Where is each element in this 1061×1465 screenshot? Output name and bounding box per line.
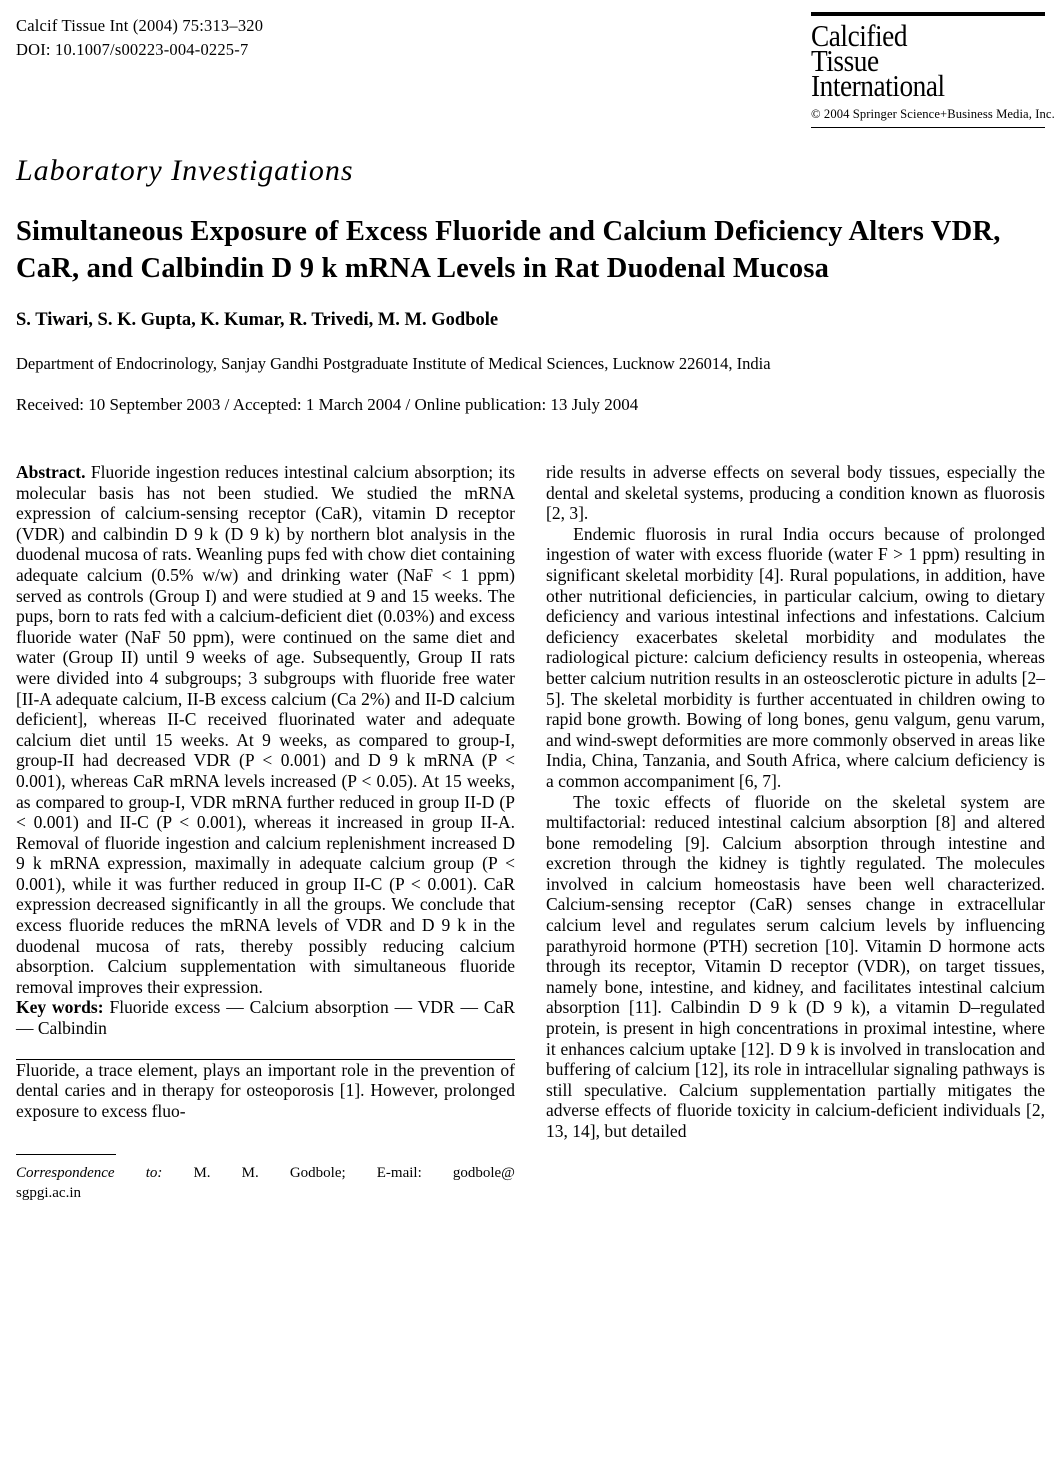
- correspondence-footnote: [16, 1154, 515, 1203]
- left-column: [16, 462, 515, 1203]
- keywords-label: Key words:: [16, 997, 104, 1018]
- footnote-rule: [16, 1154, 116, 1155]
- right-column: [546, 462, 1045, 1203]
- body-paragraph: Endemic fluorosis in rural India occurs because of prolonged ingestion of water with excess fluoride (water F > 1 ppm) resulting in significant skeletal morbidity [4]. Rural populations, in addition, have other nutritional deficiencies, in particular calcium, owing to dietary deficiency and various intestinal infections and infestations. Calcium deficiency exacerbates skeletal morbidity and modulates the radiological picture: calcium deficiency results in osteopenia, whereas better calcium nutrition results in an osteosclerotic picture in adults [2–5]. The skeletal morbidity is further accentuated in children owing to rapid bone growth. Bowing of long bones, genu valgum, genu varum, and wind-swept deformities are more commonly observed in areas like India, China, Tanzania, and South Africa, where calcium deficiency is a common accompaniment [6, 7].: [546, 523, 1045, 791]
- body-paragraph: ride results in adverse effects on several body tissues, especially the dental and skeletal systems, producing a condition known as fluorosis [2, 3].: [546, 462, 1045, 524]
- keywords-text: Fluoride excess — Calcium absorption — VDR — CaR — Calbindin: [16, 997, 516, 1039]
- journal-citation: Calcif Tissue Int (2004) 75:313–320: [16, 16, 264, 35]
- body-paragraph: The toxic effects of fluoride on the skeletal system are multifactorial: reduced intestinal calcium absorption [8] and altered bone remodeling [9]. Calcium absorption through intestine and excretion through the kidney is tightly regulated. The molecules involved in calcium homeostasis have been well characterized. Calcium-sensing receptor (CaR) senses change in extracellular calcium level and regulates serum calcium levels by influencing parathyroid hormone (PTH) secretion [10]. Vitamin D hormone acts through its receptor, Vitamin D receptor (VDR), on target tissues, namely bone, intestine, and kidney, and facilitates intestinal calcium absorption [11]. Calbindin D 9 k (D 9 k), a vitamin D–regulated protein, is present in high concentrations in proximal intestine, where it enhances calcium uptake [12]. D 9 k is involved in translocation and buffering of calcium [12], its role in intracellular signaling pathways is still speculative. Calcium supplementation partially mitigates the adverse effects of fluoride toxicity in calcium-deficient individuals [2, 13, 14], but detailed: [546, 791, 1045, 1141]
- footnote-line1: [16, 1164, 515, 1184]
- logo-word-tissue: Tissue: [811, 43, 879, 78]
- abstract-paragraph: [16, 462, 515, 997]
- affiliation-line: Department of Endocrinology, Sanjay Gandhi Postgraduate Institute of Medical Sciences, Lucknow 226014, India: [16, 354, 771, 373]
- authors-line: S. Tiwari, S. K. Gupta, K. Kumar, R. Trivedi, M. M. Godbole: [16, 310, 499, 330]
- correspondence-text: M. M. Godbole; E-mail: godbole@: [193, 1165, 515, 1182]
- received-accepted-line: Received: 10 September 2003 / Accepted: 1 March 2004 / Online publication: 13 July 2004: [16, 395, 639, 414]
- citation-block: [16, 12, 263, 62]
- article-title: Simultaneous Exposure of Excess Fluoride and Calcium Deficiency Alters VDR, CaR, and Calbindin D 9 k mRNA Levels in Rat Duodenal Mucosa: [16, 216, 1001, 284]
- doi: DOI: 10.1007/s00223-004-0225-7: [16, 40, 249, 59]
- journal-logo-wordmark: [811, 18, 1017, 103]
- footnote-line2: sgpgi.ac.in: [16, 1184, 81, 1201]
- correspondence-label: Correspondence to:: [16, 1165, 163, 1182]
- page-header: [0, 0, 1061, 128]
- keywords-paragraph: [16, 997, 515, 1038]
- journal-logo: [811, 12, 1055, 128]
- two-column-body: [16, 462, 1045, 1203]
- logo-bottom-rule: [811, 127, 1045, 128]
- logo-word-international: International: [811, 68, 945, 103]
- abstract-text: Fluoride ingestion reduces intestinal calcium absorption; its molecular basis has not been studied. We studied the mRNA expression of calcium-sensing receptor (CaR), vitamin D receptor (VDR) and calbindin D 9 k (D 9 k) by northern blot analysis in the duodenal mucosa of rats. Weanling pups fed with chow diet containing adequate calcium (0.5% w/w) and drinking water (NaF < 1 ppm) served as controls (Group I) and were studied at 9 and 15 weeks. The pups, born to rats fed with a calcium-deficient diet (0.03%) and excess fluoride water (NaF 50 ppm), were continued on the same diet and water (Group II) until 9 weeks of age. Subsequently, Group II rats were divided into 4 subgroups; 3 subgroups with fluoride free water [II-A adequate calcium, II-B excess calcium (Ca 2%) and II-D calcium deficient], whereas II-C received fluorinated water and adequate calcium diet until 15 weeks. At 9 weeks, as compared to group-I, group-II had decreased VDR (P < 0.001) and D 9 k mRNA (P < 0.001), whereas CaR mRNA levels increased (P < 0.05). At 15 weeks, as compared to group-I, VDR mRNA further reduced in group II-D (P < 0.001) and II-C (P < 0.001), whereas it increased in group II-A. Removal of fluoride ingestion and calcium replenishment increased D 9 k mRNA expression, maximally in adequate calcium group (P < 0.001), while it was further reduced in group II-C (P < 0.001). CaR expression decreased significantly in all the groups. We conclude that excess fluoride reduces the mRNA levels of VDR and D 9 k in the duodenal mucosa of rats, thereby possibly reducing calcium absorption. Calcium supplementation with simultaneous fluoride removal improves their expression.: [16, 462, 516, 997]
- section-label: Laboratory Investigations: [16, 154, 354, 187]
- publisher-copyright: © 2004 Springer Science+Business Media, Inc.: [811, 107, 1055, 121]
- logo-word-calcified: Calcified: [811, 18, 908, 53]
- intro-paragraph: Fluoride, a trace element, plays an important role in the prevention of dental caries and in therapy for osteoporosis [1]. However, prolonged exposure to excess fluo-: [16, 1059, 515, 1121]
- logo-top-rule: [811, 12, 1045, 16]
- abstract-label: Abstract.: [16, 462, 86, 482]
